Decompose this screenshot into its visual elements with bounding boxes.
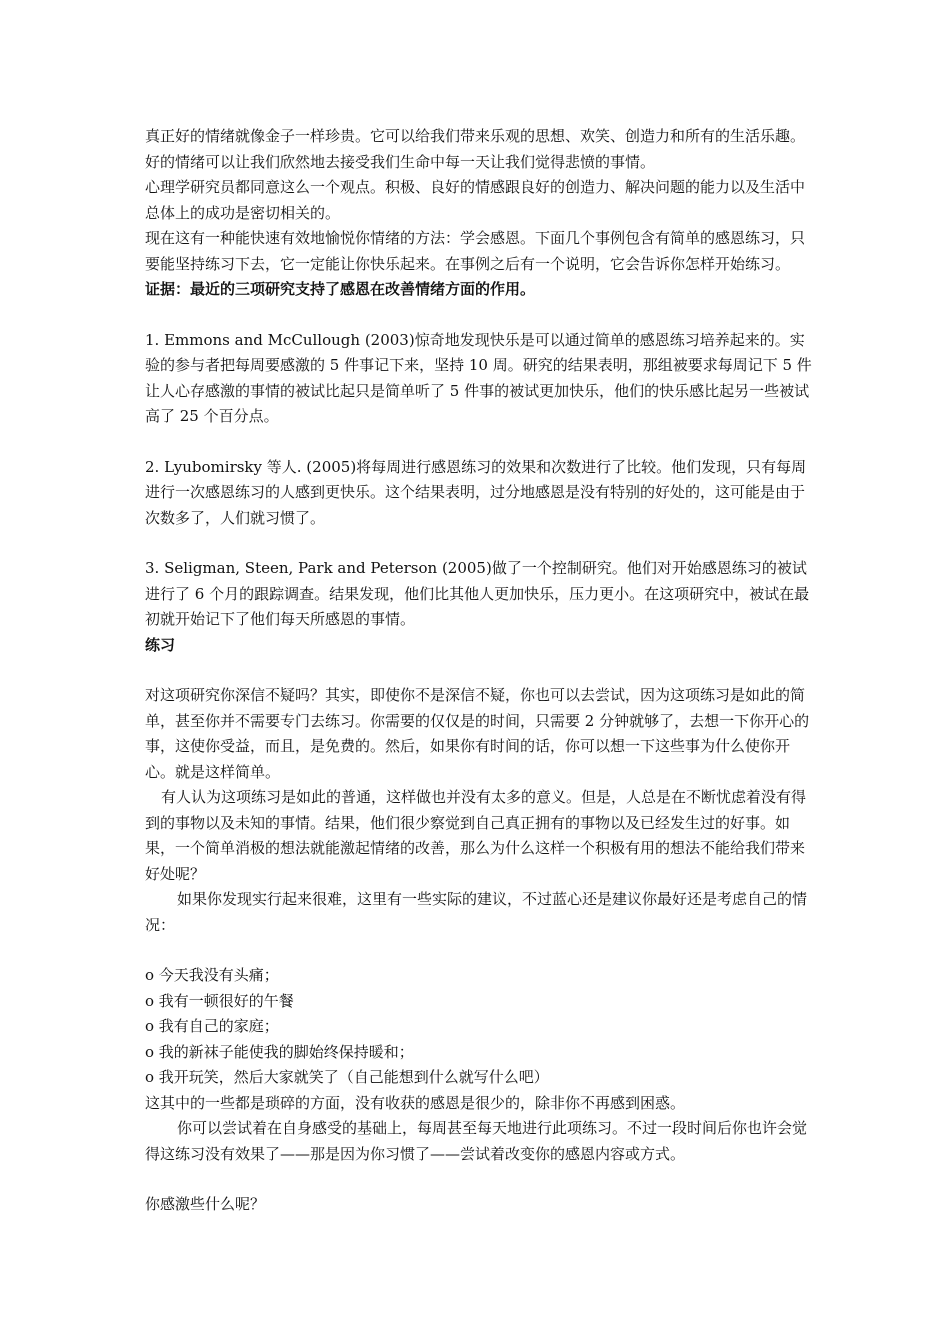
- closing-question: 你感激些什么呢？: [145, 1195, 266, 1213]
- spacer: [145, 430, 817, 455]
- intro-paragraph-2: 心理学研究员都同意这么一个观点。积极、良好的情感跟良好的创造力、解决问题的能力以及生活中总体上的成功是密切相关的。: [145, 178, 806, 222]
- intro-paragraph-3: 现在这有一种能快速有效地愉悦你情绪的方法：学会感恩。下面几个事例包含有简单的感恩练习，只要能坚持练习下去，它一定能让你快乐起来。在事例之后有一个说明，它会告诉你怎样开始练习。: [145, 229, 806, 273]
- study-2-paragraph: 2. Lyubomirsky 等人. (2005)将每周进行感恩练习的效果和次数进行了比较。他们发现，只有每周进行一次感恩练习的人感到更快乐。这个结果表明，过分地感恩是没有特别的好处的，这可能是由于次数多了，人们就习惯了。: [145, 457, 807, 527]
- practice-paragraph-2: 有人认为这项练习是如此的普通，这样做也并没有太多的意义。但是，人总是在不断忧虑着没有得到的事物以及未知的事情。结果，他们很少察觉到自己真正拥有的事物以及已经发生过的好事。如果，一个简单消极的想法就能激起情绪的改善，那么为什么这样一个积极有用的想法不能给我们带来好处呢？: [145, 788, 807, 883]
- suggestion-list: [145, 963, 817, 1091]
- intro-paragraph-1: 真正好的情绪就像金子一样珍贵。它可以给我们带来乐观的思想、欢笑、创造力和所有的生活乐趣。好的情绪可以让我们欣然地去接受我们生命中每一天让我们觉得悲愤的事情。: [145, 127, 806, 171]
- list-item: o 今天我没有头痛；: [145, 966, 279, 984]
- spacer: [145, 303, 817, 328]
- list-item: o 我的新袜子能使我的脚始终保持暖和；: [145, 1042, 414, 1061]
- list-item: o 我开玩笑，然后大家就笑了（自己能想到什么就写什么吧）: [145, 1068, 549, 1086]
- list-item: o 我有一顿很好的午餐: [145, 991, 294, 1010]
- summary-paragraph: 这其中的一些都是琐碎的方面，没有收获的感恩是很少的，除非你不再感到困惑。: [145, 1093, 686, 1112]
- spacer: [145, 531, 817, 556]
- evidence-heading: 证据：最近的三项研究支持了感恩在改善情绪方面的作用。: [145, 280, 536, 298]
- study-3-paragraph: 3. Seligman, Steen, Park and Peterson (2005)做了一个控制研究。他们对开始感恩练习的被试进行了 6 个月的跟踪调查。结果发现，他们比其他人更加快乐，压力更小。在这项研究中，被试在最初就开始记下了他们每天所感恩的事情。: [145, 559, 810, 628]
- advice-paragraph: 你可以尝试着在自身感受的基础上，每周甚至每天地进行此项练习。不过一段时间后你也许会觉得这练习没有效果了——那是因为你习惯了——尝试着改变你的感恩内容或方式。: [145, 1119, 808, 1163]
- document-body: [145, 124, 817, 1218]
- spacer: [145, 938, 817, 963]
- list-item: o 我有自己的家庭；: [145, 1017, 279, 1035]
- study-1-paragraph: 1. Emmons and McCullough (2003)惊奇地发现快乐是可以通过简单的感恩练习培养起来的。实验的参与者把每周要感激的 5 件事记下来，坚持 10 周。研究的结果表明，那组被要求每周记下 5 件让人心存感激的事情的被试比起只是简单听了 5 件事的被试更加快乐，他们的快乐感比起另一些被试高了 25 个百分点。: [145, 330, 812, 425]
- practice-paragraph-1: 对这项研究你深信不疑吗？其实，即使你不是深信不疑，你也可以去尝试，因为这项练习是如此的简单，甚至你并不需要专门去练习。你需要的仅仅是的时间，只需要 2 分钟就够了，去想一下你开心的事，这使你受益，而且，是免费的。然后，如果你有时间的话，你可以想一下这些事为什么使你开心。就是这样简单。: [145, 686, 810, 781]
- spacer: [145, 658, 817, 683]
- practice-paragraph-3: 如果你发现实行起来很难，这里有一些实际的建议，不过蓝心还是建议你最好还是考虑自己的情况：: [145, 890, 808, 934]
- practice-heading: 练习: [145, 635, 176, 654]
- spacer: [145, 1167, 817, 1192]
